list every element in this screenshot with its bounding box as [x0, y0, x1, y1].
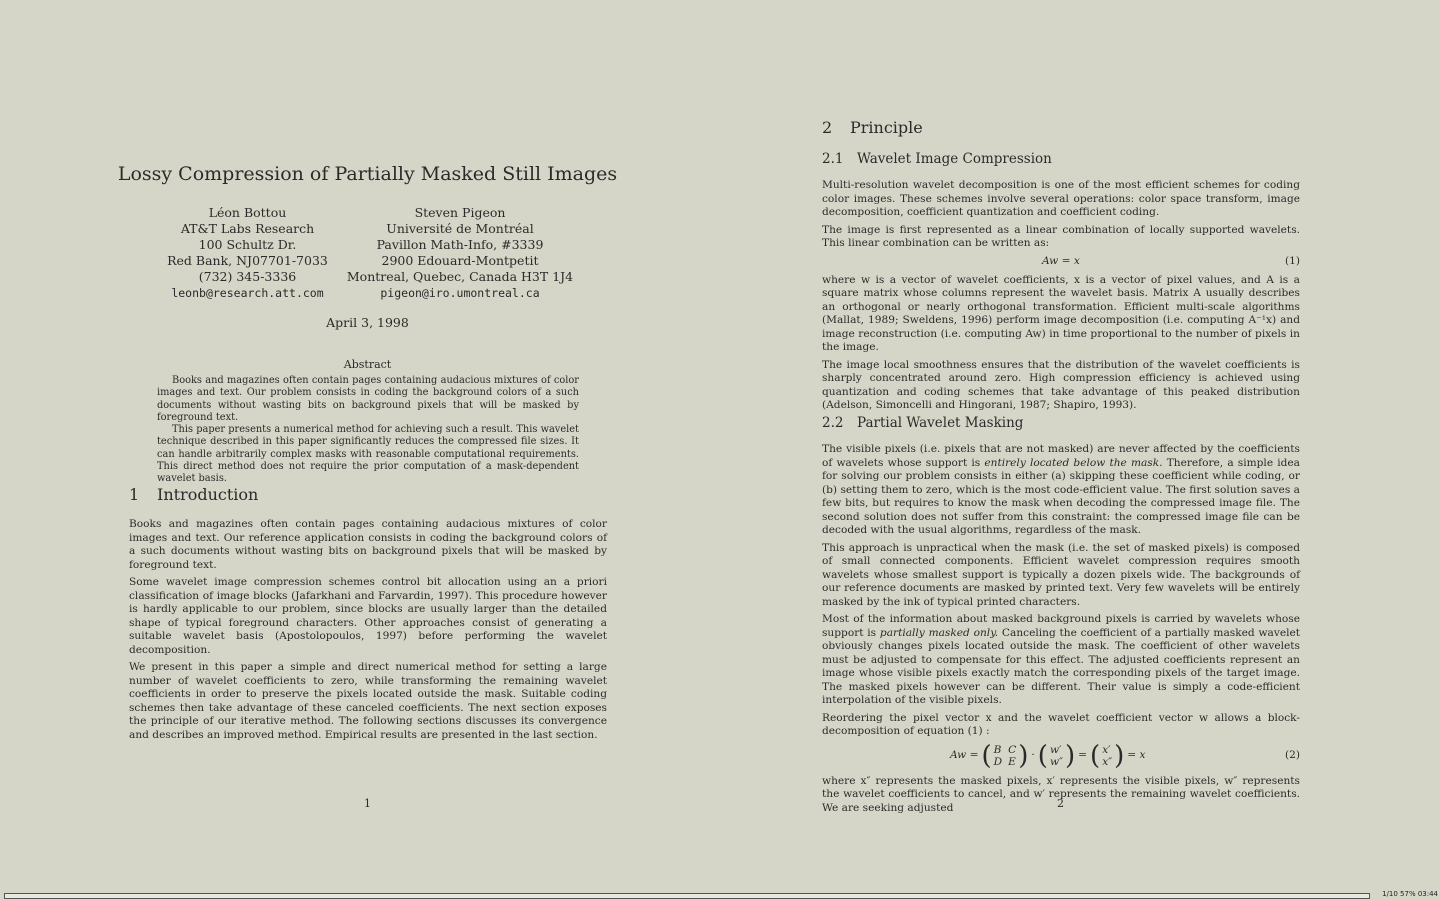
- subsection-2-1-body: [822, 179, 1300, 417]
- matrix-cell: B: [993, 743, 1002, 756]
- introduction-body: [129, 518, 607, 746]
- matrix-cell: D: [993, 755, 1003, 768]
- author-address: Montreal, Quebec, Canada H3T 1J4: [346, 269, 574, 284]
- author-address: 100 Schultz Dr.: [198, 237, 297, 252]
- section-heading-principle: [822, 118, 923, 137]
- subsection-heading-wavelet-image-compression: [822, 151, 1052, 167]
- abstract-paragraph: This paper presents a numerical method for achieving such a result. This wavelet technique described in this paper significantly reduces the compressed file sizes. It can handle arbitrarily complex masks with reasonable computational requirements. This direct method does not require the prior computation of a mask-dependent wavelet basis.: [157, 424, 579, 485]
- subsection-number: 2.2: [822, 415, 844, 431]
- abstract-heading: Abstract: [343, 358, 392, 371]
- matrix-cell: w′: [1049, 743, 1062, 756]
- subsection-title: Wavelet Image Compression: [857, 151, 1052, 167]
- body-paragraph: [822, 443, 1300, 538]
- author-org: Université de Montréal: [386, 221, 534, 236]
- section-number: 2: [822, 118, 833, 137]
- equation-lhs: Aw =: [950, 748, 979, 761]
- text-run: Therefore, a simple idea for solving our problem consists in either (a) skipping these coefficient while coding, or (b) setting them to zero, which is the most code-efficient value. The first solution saves a few bits, but requires to know the mask when decoding the compressed image file. The second solution does not suffer from this constraint: the compressed image file can be decoded with the usual algorithms, regardless of the mask.: [822, 456, 1300, 536]
- section-number: 1: [129, 485, 140, 504]
- section-title: Principle: [850, 118, 923, 137]
- text-run: The visible pixels (i.e. pixels that are not masked) are never affected by the coefficients of wavelets whose support is: [822, 443, 1300, 469]
- author-address: 2900 Edouard-Montpetit: [381, 253, 539, 268]
- equation-number: (1): [1284, 254, 1300, 267]
- equation-expression: [950, 740, 1146, 771]
- matrix-cell: x″: [1102, 755, 1113, 768]
- matrix-cell: E: [1008, 755, 1016, 768]
- abstract-body: [157, 375, 579, 486]
- body-paragraph: Some wavelet image compression schemes control bit allocation using an a priori classification of image blocks (Jafarkhani and Farvardin, 1997). This procedure however is hardly applicable to our problem, since blocks are usually larger than the detailed shape of typical foreground characters. Other approaches consist of generating a suitable wavelet basis (Apostolopoulos, 1997) before performing the wavelet decomposition.: [129, 576, 607, 656]
- equation-number: (2): [1284, 748, 1300, 761]
- text-run: Most of the information about masked background pixels is carried by wavelets whose support is: [822, 613, 1300, 639]
- author-block-1: [140, 205, 355, 301]
- emphasis-text: entirely located below the mask.: [984, 456, 1163, 469]
- status-text: 1/10 57% 03:44: [1382, 890, 1438, 898]
- equation-1: [822, 255, 1300, 270]
- paper-title: Lossy Compression of Partially Masked Still Images: [117, 163, 618, 185]
- author-block-2: [345, 205, 575, 301]
- page-number: 2: [1057, 797, 1064, 810]
- body-paragraph: This approach is unpractical when the mask (i.e. the set of masked pixels) is composed of small connected components. Efficient wavelet compression requires smooth wavelets whose smallest support is typically a dozen pixels wide. The backgrounds of our reference documents are masked by printed text. Very few wavelets will be entirely masked by the ink of typical printed characters.: [822, 541, 1300, 608]
- equation-2: [822, 740, 1300, 771]
- section-title: Introduction: [157, 485, 259, 504]
- author-org: AT&T Labs Research: [180, 221, 315, 236]
- subsection-title: Partial Wavelet Masking: [857, 415, 1024, 431]
- author-name: Steven Pigeon: [414, 205, 506, 220]
- author-email: pigeon@iro.umontreal.ca: [380, 286, 540, 300]
- body-paragraph: Books and magazines often contain pages containing audacious mixtures of color images and text. Our reference application consists in coding the background colors of a such documents without wasting bits on background pixels that will be masked by foreground text.: [129, 518, 607, 571]
- horizontal-scrollbar[interactable]: [4, 893, 1370, 899]
- equation-rhs: = x: [1127, 748, 1146, 761]
- vector-w: ( w′ w″ ): [1037, 740, 1076, 771]
- subsection-2-2-body: [822, 443, 1300, 819]
- author-address: Pavillon Math-Info, #3339: [376, 237, 544, 252]
- matrix-cell: C: [1008, 743, 1017, 756]
- subsection-number: 2.1: [822, 151, 844, 167]
- body-paragraph: The image is first represented as a linear combination of locally supported wavelets. This linear combination can be written as:: [822, 223, 1300, 249]
- author-address: Red Bank, NJ07701-7033: [167, 253, 328, 268]
- body-paragraph: [822, 613, 1300, 708]
- emphasis-text: partially masked only.: [879, 626, 999, 639]
- equation-operator: ·: [1031, 748, 1035, 761]
- subsection-heading-partial-wavelet-masking: [822, 415, 1023, 431]
- abstract-paragraph: Books and magazines often contain pages containing audacious mixtures of color images and text. Our problem consists in coding the background colors of a such documents without wasting bits on background pixels that will be masked by foreground text.: [157, 375, 579, 423]
- body-paragraph: We present in this paper a simple and direct numerical method for setting a large number of wavelet coefficients to zero, while transforming the remaining wavelet coefficients in order to preserve the pixels located outside the mask. Suitable coding schemes then take advantage of these canceled coefficients. The next section exposes the principle of our iterative method. The following sections discusses its convergence and describes an improved method. Empirical results are presented in the last section.: [129, 661, 607, 741]
- equation-expression: Aw = x: [1042, 254, 1080, 267]
- body-paragraph: The image local smoothness ensures that the distribution of the wavelet coefficients is sharply concentrated around zero. High compression efficiency is achieved using quantization and coding schemes that take advantage of this peaked distribution (Adelson, Simoncelli and Hingorani, 1987; Shapiro, 1993).: [822, 358, 1300, 411]
- page-2: [735, 0, 1440, 892]
- text-run: Canceling the coefficient of a partially masked wavelet obviously changes pixels located outside the mask. The coefficient of other wavelets must be adjusted to compensate for this effect. The adjusted coefficients represent an image whose visible pixels exactly match the corresponding pixels of the target image. The masked pixels however can be different. Their value is simply a code-efficient interpolation of the visible pixels.: [822, 626, 1300, 706]
- body-paragraph: where x″ represents the masked pixels, x′ represents the visible pixels, w″ represents the wavelet coefficients to cancel, and w′ represents the remaining wavelet coefficients. We are seeking adjusted: [822, 774, 1300, 814]
- author-name: Léon Bottou: [208, 205, 287, 220]
- vector-x: ( x′ x″ ): [1090, 740, 1125, 771]
- author-phone: (732) 345-3336: [198, 269, 297, 284]
- body-paragraph: where w is a vector of wavelet coefficients, x is a vector of pixel values, and A is a square matrix whose columns represent the wavelet basis. Matrix A usually describes an orthogonal or nearly orthogonal transformation. Efficient multi-scale algorithms (Mallat, 1989; Sweldens, 1996) perform image decomposition (i.e. computing A⁻¹x) and image reconstruction (i.e. computing Aw) in time proportional to the number of pixels in the image.: [822, 273, 1300, 353]
- body-paragraph: Multi-resolution wavelet decomposition is one of the most efficient schemes for coding color images. These schemes involve several operations: color space transform, image decomposition, coefficient quantization and coefficient coding.: [822, 179, 1300, 218]
- equation-operator: =: [1078, 748, 1088, 761]
- page-number: 1: [364, 797, 371, 810]
- matrix-a-blocks: ( B C D E ): [981, 740, 1029, 771]
- body-paragraph: Reordering the pixel vector x and the wavelet coefficient vector w allows a block-decomposition of equation (1) :: [822, 711, 1300, 737]
- section-heading-introduction: [129, 485, 258, 504]
- paper-date: April 3, 1998: [326, 315, 409, 330]
- matrix-cell: x′: [1102, 743, 1111, 756]
- status-bar: [0, 892, 1440, 900]
- author-email: leonb@research.att.com: [171, 286, 324, 300]
- matrix-cell: w″: [1049, 755, 1063, 768]
